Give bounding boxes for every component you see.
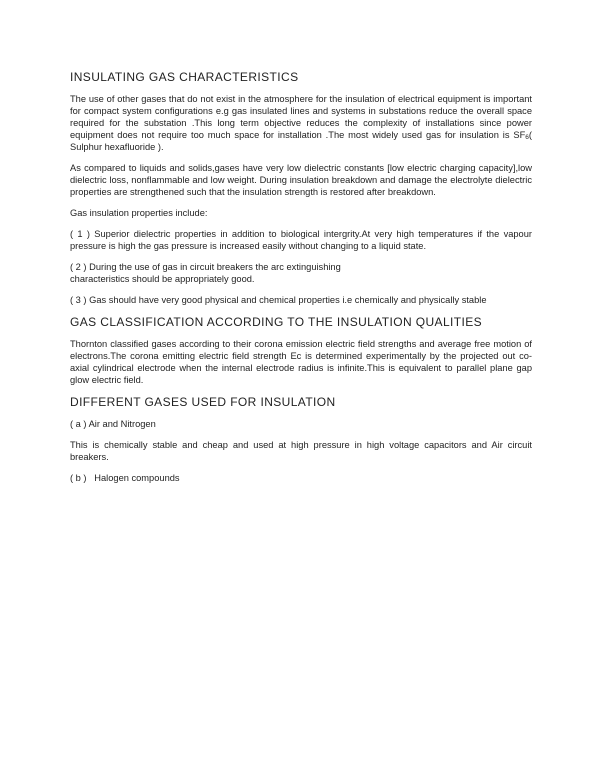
list-item-air-nitrogen: ( a ) Air and Nitrogen [70, 419, 156, 429]
section-heading-insulating-gas: INSULATING GAS CHARACTERISTICS [70, 70, 299, 84]
section-heading-gas-classification: GAS CLASSIFICATION ACCORDING TO THE INSULATION QUALITIES [70, 315, 483, 329]
list-item-property-3: ( 3 ) Gas should have very good physical and chemical properties i.e chemically and physically stable [70, 295, 487, 305]
list-item-property-1: ( 1 ) Superior dielectric properties in addition to biological intergrity.At very high temperatures if the vapour pressure is high the gas pressure is increased easily without changing to a liquid state. [70, 229, 532, 251]
paragraph-comparison: As compared to liquids and solids,gases have very low dielectric constants [low electric charging capacity],low dielectric loss, nonflammable and low weight. During insulation breakdown and damage the electrolyte dielectric properties are strengthened such that the insulation strength is restored after breakdown. [70, 163, 532, 197]
document-page [70, 70, 532, 493]
paragraph-intro-tail: ( Sulphur hexafluoride ). [70, 130, 532, 152]
paragraph-intro-text: The use of other gases that do not exist in the atmosphere for the insulation of electrical equipment is important for compact system configurations e.g gas insulated lines and systems in substations reduce the overall space required for the substation .This long term objective reduces the complexity of installations since power equipment does not require too much space for installation .The most widely used gas for insulation is SF [70, 94, 532, 140]
list-item-property-2: ( 2 ) During the use of gas in circuit breakers the arc extinguishing characteristics should be appropriately good. [70, 262, 341, 284]
paragraph-thornton: Thornton classified gases according to their corona emission electric field strengths and average free motion of electrons.The corona emitting electric field strength Ec is determined experimentally by the projected out co-axial cylindrical electrode when the internal electrode radius is infinite.This is equivalent to parallel plane gap glow electric field. [70, 339, 532, 385]
paragraph-air-description: This is chemically stable and cheap and used at high pressure in high voltage capacitors and Air circuit breakers. [70, 440, 532, 462]
sf6-subscript: 6 [525, 134, 529, 141]
paragraph-intro [70, 93, 532, 153]
section-heading-different-gases: DIFFERENT GASES USED FOR INSULATION [70, 395, 336, 409]
paragraph-properties-intro: Gas insulation properties include: [70, 208, 208, 218]
list-item-halogen-compounds: ( b ) Halogen compounds [70, 473, 180, 483]
